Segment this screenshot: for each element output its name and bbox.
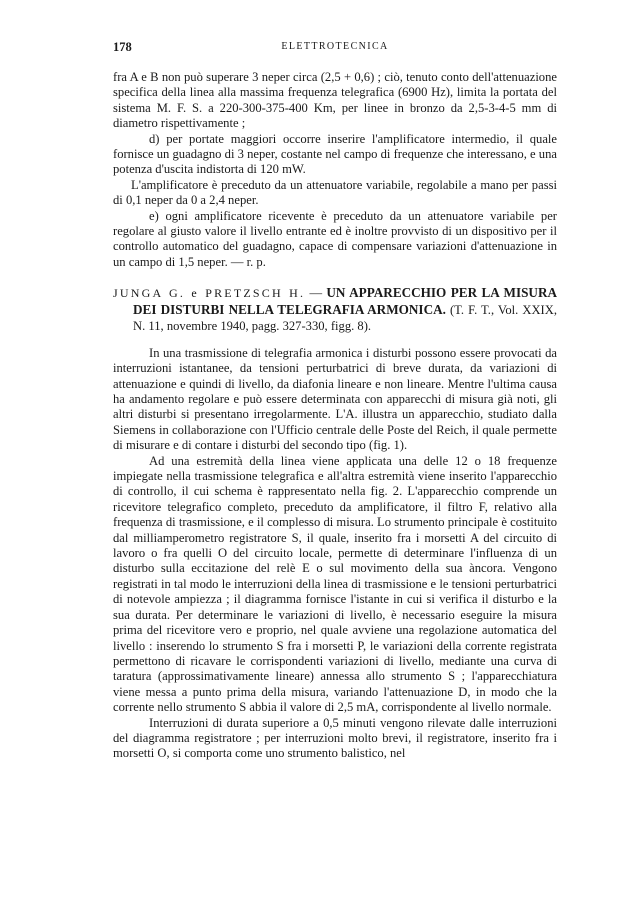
running-title: ELETTROTECNICA <box>281 41 389 52</box>
paragraph: L'amplificatore è preceduto da un attenuatore variabile, regolabile a mano per passi di 0,1 neper da 0 a 2,4 neper. <box>113 177 557 208</box>
paragraph: fra A e B non può superare 3 neper circa (2,5 + 0,6) ; ciò, tenuto conto dell'attenuazione specifica della linea alla massima frequenza telegrafica (6900 Hz), limita la portata del sistema M. F. S. a 220-300-375-400 Km, per linee in bronzo da 2,5-3-4-5 mm di diametro rispettivamente ; <box>113 70 557 131</box>
article-citation: (T. F. T., Vol. XXIX, N. 11, novembre 1940, pagg. 327-330, figg. 8). <box>133 302 557 334</box>
paragraph: Ad una estremità della linea viene applicata una delle 12 o 18 frequenze impiegate nella trasmissione telegrafica e all'altra estremità viene inserito l'apparecchio di controllo, il cui schema è rappresentato nella fig. 2. L'apparecchio comprende un ricevitore telegrafico completo, preceduto da amplificatore, il filtro F, relativo alla frequenza di trasmissione, e il complesso di misura. Lo strumento principale è costituito dal milliamperometro registratore S, il quale, inserito fra i morsetti A del circuito di lavoro o fra quelli O del circuito locale, permette di determinare l'influenza di un disturbo sulla eccitazione del relè E o sul movimento della sua àncora. Vengono registrati in tal modo le interruzioni della linea di trasmissione e le tensioni perturbatrici di notevole ampiezza ; il diagramma fornisce l'istante in cui si verifica il disturbo e la sua durata. Per determinare le variazioni di livello, è necessario eseguire la misura prima del ricevitore vero e proprio, nel quale avviene una regolazione automatica del livello : inserendo lo strumento S fra i morsetti P, le variazioni della corrente registrata permettono di ricavare le corrispondenti variazioni di livello, mediante una curva di taratura (approssimativamente lineare) annessa allo strumento S ; l'apparecchiatura viene messa a punto prima della misura, variando l'attenuazione D, in modo che la corrente nello strumento S abbia il valore di 2,5 mA, corrispondente al livello normale. <box>113 453 557 715</box>
article-title: UN APPARECCHIO PER LA MISURA DEI DISTURBI NELLA TELEGRAFIA ARMONICA. <box>133 285 558 317</box>
heading-dash: — <box>305 286 327 301</box>
page-body <box>113 70 557 762</box>
article-authors: JUNGA G. e PRETZSCH H. <box>113 286 306 301</box>
paragraph: Interruzioni di durata superiore a 0,5 minuti vengono rilevate dalle interruzioni del diagramma registratore ; per interruzioni molto brevi, il registratore, inserito fra i morsetti O, si comporta come uno strumento balistico, nel <box>113 715 557 761</box>
running-header <box>113 40 557 58</box>
article-heading <box>113 285 557 335</box>
paragraph: In una trasmissione di telegrafia armonica i disturbi possono essere provocati da interruzioni istantanee, da tensioni perturbatrici di breve durata, da variazioni di attenuazione e quindi di livello, da diafonia lineare e non lineare. Mentre l'ultima causa ha andamento regolare e può essere determinata con apparecchi di misura già noti, gli altri disturbi si presentano irregolarmente. L'A. illustra un apparecchio, studiato dalla Siemens in collaborazione con l'Ufficio centrale delle Poste del Reich, il quale permette di misurare e di contare i disturbi del secondo tipo (fig. 1). <box>113 345 557 453</box>
paragraph: e) ogni amplificatore ricevente è preceduto da un attenuatore variabile per regolare al giusto valore il livello entrante ed è inoltre provvisto di un dispositivo per il controllo automatico del guadagno, capace di compensare variazioni d'attenuazione in un campo di 1,5 neper. — r. p. <box>113 208 557 269</box>
paragraph: d) per portate maggiori occorre inserire l'amplificatore intermedio, il quale fornisce un guadagno di 3 neper, costante nel campo di frequenze che interessano, e una potenza d'uscita indistorta di 120 mW. <box>113 131 557 177</box>
page-number: 178 <box>113 40 132 54</box>
